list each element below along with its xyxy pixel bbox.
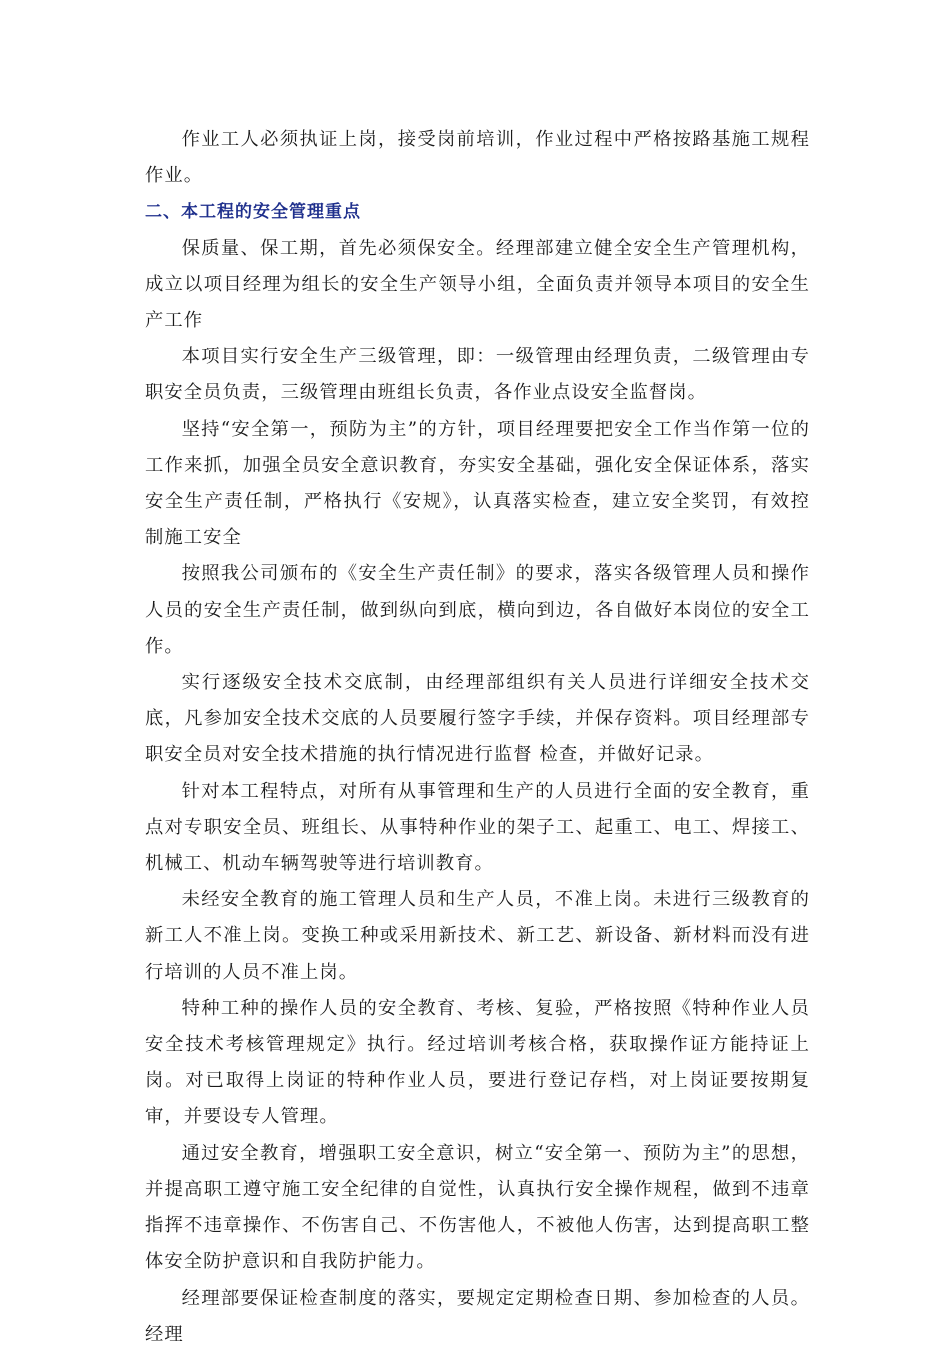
- paragraph-2: 本项目实行安全生产三级管理，即：一级管理由经理负责，二级管理由专职安全员负责，三级管理由班组长负责，各作业点设安全监督岗。: [145, 346, 810, 404]
- paragraph-9: 通过安全教育，增强职工安全意识，树立“安全第一、预防为主”的思想，并提高职工遵守施工安全纪律的自觉性，认真执行安全操作规程，做到不违章指挥不违章操作、不伤害自己、不伤害他人，不被他人伤害，达到提高职工整体安全防护意识和自我防护能力。: [145, 1142, 810, 1273]
- section-heading: 二、本工程的安全管理重点: [145, 202, 361, 223]
- paragraph-3: 坚持“安全第一，预防为主”的方针，项目经理要把安全工作当作第一位的工作来抓，加强全员安全意识教育，夯实安全基础，强化安全保证体系，落实安全生产责任制，严格执行《安规》，认真落实检查，建立安全奖罚，有效控制施工安全: [145, 418, 810, 549]
- document-page: [145, 122, 810, 1353]
- paragraph-6: 针对本工程特点，对所有从事管理和生产的人员进行全面的安全教育，重点对专职安全员、班组长、从事特种作业的架子工、起重工、电工、焊接工、机械工、机动车辆驾驶等进行培训教育。: [145, 780, 810, 875]
- paragraph-5: 实行逐级安全技术交底制，由经理部组织有关人员进行详细安全技术交底，凡参加安全技术交底的人员要履行签字手续，并保存资料。项目经理部专职安全员对安全技术措施的执行情况进行监督 检查，并做好记录。: [145, 672, 810, 766]
- paragraph-1: 保质量、保工期，首先必须保安全。经理部建立健全安全生产管理机构，成立以项目经理为组长的安全生产领导小组，全面负责并领导本项目的安全生产工作: [145, 237, 810, 332]
- paragraph-7: 未经安全教育的施工管理人员和生产人员，不准上岗。未进行三级教育的新工人不准上岗。变换工种或采用新技术、新工艺、新设备、新材料而没有进行培训的人员不准上岗。: [145, 889, 810, 983]
- paragraph-4: 按照我公司颁布的《安全生产责任制》的要求，落实各级管理人员和操作人员的安全生产责任制，做到纵向到底，横向到边，各自做好本岗位的安全工作。: [145, 563, 810, 657]
- paragraph-intro: 作业工人必须执证上岗，接受岗前培训，作业过程中严格按路基施工规程作业。: [145, 129, 810, 187]
- paragraph-8: 特种工种的操作人员的安全教育、考核、复验，严格按照《特种作业人员安全技术考核管理规定》执行。经过培训考核合格，获取操作证方能持证上岗。对已取得上岗证的特种作业人员，要进行登记存档，对上岗证要按期复审，并要设专人管理。: [145, 997, 810, 1128]
- paragraph-10: 经理部要保证检查制度的落实，要规定定期检查日期、参加检查的人员。经理: [145, 1287, 810, 1345]
